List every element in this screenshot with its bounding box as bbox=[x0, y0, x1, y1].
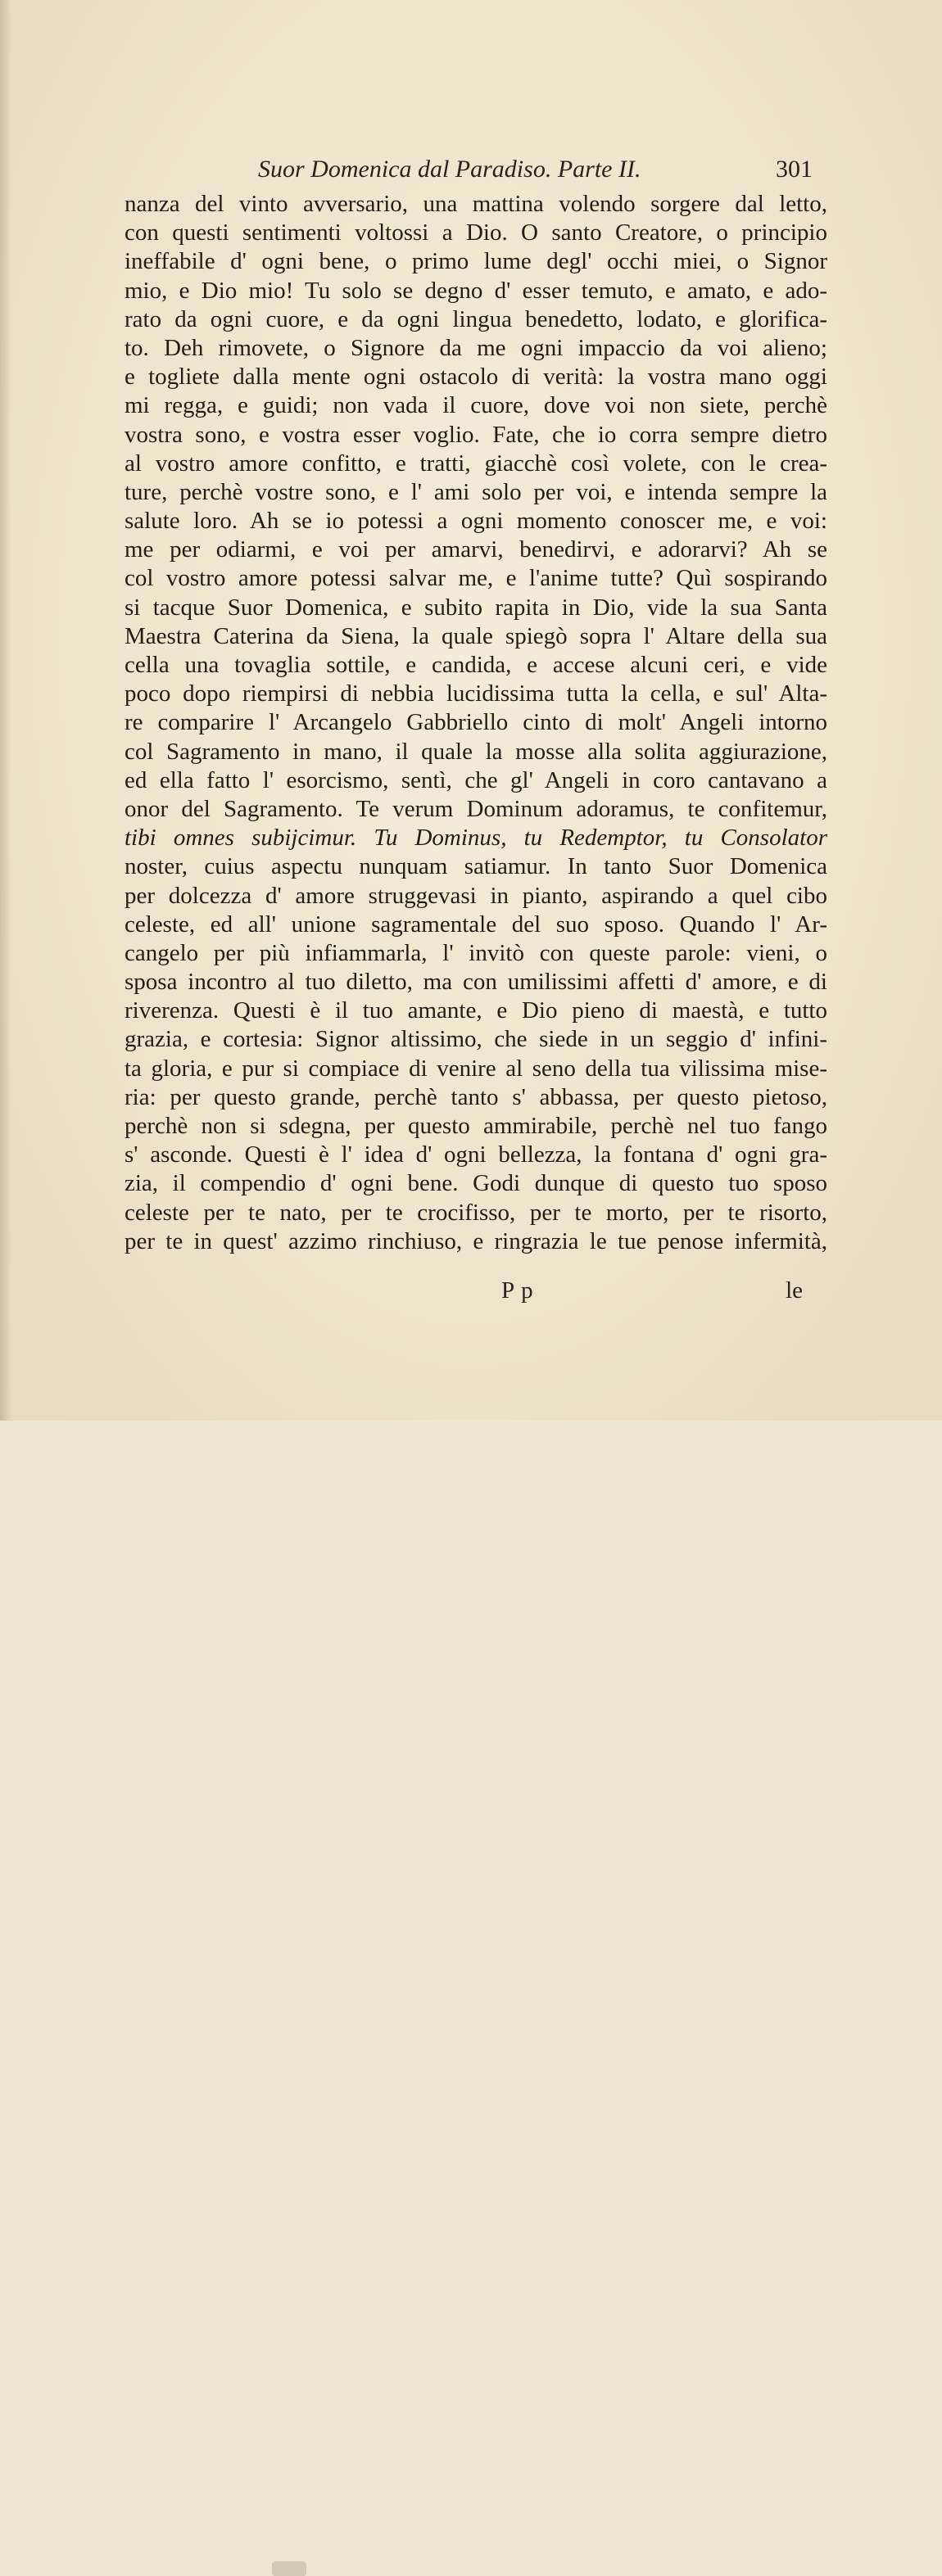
page-number: 301 bbox=[776, 156, 813, 183]
signature-mark: Pp bbox=[501, 1277, 540, 1304]
page-footer bbox=[125, 1277, 827, 1310]
running-head bbox=[123, 156, 827, 188]
text-line: sposa incontro al tuo diletto, ma con umilissimi affetti d' amore, e di bbox=[125, 969, 827, 996]
text-line: mi regga, e guidi; non vada il cuore, dove voi non siete, perchè bbox=[125, 392, 827, 419]
text-line: ineffabile d' ogni bene, o primo lume degl' occhi miei, o Signor bbox=[125, 248, 827, 275]
text-line: zia, il compendio d' ogni bene. Godi dunque di questo tuo sposo bbox=[125, 1170, 827, 1197]
text-line: grazia, e cortesia: Signor altissimo, che siede in un seggio d' infini- bbox=[125, 1026, 827, 1053]
text-line: perchè non si sdegna, per questo ammirabile, perchè nel tuo fango bbox=[125, 1113, 827, 1139]
text-line: cella una tovaglia sottile, e candida, e accese alcuni ceri, e vide bbox=[125, 652, 827, 678]
text-line: col Sagramento in mano, il quale la mosse alla solita aggiurazione, bbox=[125, 738, 827, 765]
catchword: le bbox=[786, 1277, 803, 1304]
body-text bbox=[125, 190, 827, 1256]
text-line: vostra sono, e vostra esser voglio. Fate, che io corra sempre dietro bbox=[125, 421, 827, 448]
text-line: col vostro amore potessi salvar me, e l'anime tutte? Quì sospirando bbox=[125, 565, 827, 592]
text-line: ed ella fatto l' esorcismo, sentì, che gl' Angeli in coro cantavano a bbox=[125, 766, 827, 793]
latin-text-line: tibi omnes subijcimur. Tu Dominus, tu Redemptor, tu Consolator bbox=[125, 825, 827, 852]
text-line: salute loro. Ah se io potessi a ogni momento conoscer me, e voi: bbox=[125, 508, 827, 535]
text-line: rato da ogni cuore, e da ogni lingua benedetto, lodato, e glorifica- bbox=[125, 305, 827, 332]
text-line: nanza del vinto avversario, una mattina volendo sorgere dal letto, bbox=[125, 191, 827, 217]
text-line: poco dopo riempirsi di nebbia lucidissima tutta la cella, e sul' Alta- bbox=[125, 680, 827, 707]
text-line: mio, e Dio mio! Tu solo se degno d' esser temuto, e amato, e ado- bbox=[125, 277, 827, 304]
text-line: cangelo per più infiammarla, l' invitò con queste parole: vieni, o bbox=[125, 939, 827, 966]
text-line: re comparire l' Arcangelo Gabbriello cinto di molt' Angeli intorno bbox=[125, 709, 827, 736]
text-line: ture, perchè vostre sono, e l' ami solo per voi, e intenda sempre la bbox=[125, 478, 827, 505]
text-line: al vostro amore confitto, e tratti, giacchè così volete, con le crea- bbox=[125, 450, 827, 477]
text-line: ria: per questo grande, perchè tanto s' abbassa, per questo pietoso, bbox=[125, 1083, 827, 1110]
text-line: con questi sentimenti voltossi a Dio. O santo Creatore, o principio bbox=[125, 219, 827, 246]
text-line: per te in quest' azzimo rinchiuso, e ringrazia le tue penose infermità, bbox=[125, 1227, 827, 1254]
text-line: Maestra Caterina da Siena, la quale spiegò sopra l' Altare della sua bbox=[125, 622, 827, 649]
text-line: noster, cuius aspectu nunquam satiamur. In tanto Suor Domenica bbox=[125, 853, 827, 880]
text-line: e togliete dalla mente ogni ostacolo di verità: la vostra mano oggi bbox=[125, 364, 827, 391]
text-line: to. Deh rimovete, o Signore da me ogni impaccio da voi alieno; bbox=[125, 334, 827, 361]
running-title: Suor Domenica dal Paradiso. Parte II. bbox=[258, 156, 641, 183]
text-line: celeste, ed all' unione sagramentale del suo sposo. Quando l' Ar- bbox=[125, 911, 827, 938]
text-line: per dolcezza d' amore struggevasi in pianto, aspirando a quel cibo bbox=[125, 882, 827, 909]
text-line: ta gloria, e pur si compiace di venire al seno della tua vilissima mise- bbox=[125, 1055, 827, 1082]
text-line: si tacque Suor Domenica, e subito rapita in Dio, vide la sua Santa bbox=[125, 594, 827, 621]
text-line: riverenza. Questi è il tuo amante, e Dio pieno di maestà, e tutto bbox=[125, 997, 827, 1024]
text-line: celeste per te nato, per te crocifisso, per te morto, per te risorto, bbox=[125, 1199, 827, 1226]
text-line: onor del Sagramento. Te verum Dominum adoramus, te confitemur, bbox=[125, 795, 827, 822]
text-line: s' asconde. Questi è l' idea d' ogni bellezza, la fontana d' ogni gra- bbox=[125, 1141, 827, 1168]
text-line: me per odiarmi, e voi per amarvi, benedirvi, e adorarvi? Ah se bbox=[125, 536, 827, 563]
ink-smudge bbox=[272, 2561, 306, 2576]
page-edge-shadow bbox=[0, 0, 11, 1421]
